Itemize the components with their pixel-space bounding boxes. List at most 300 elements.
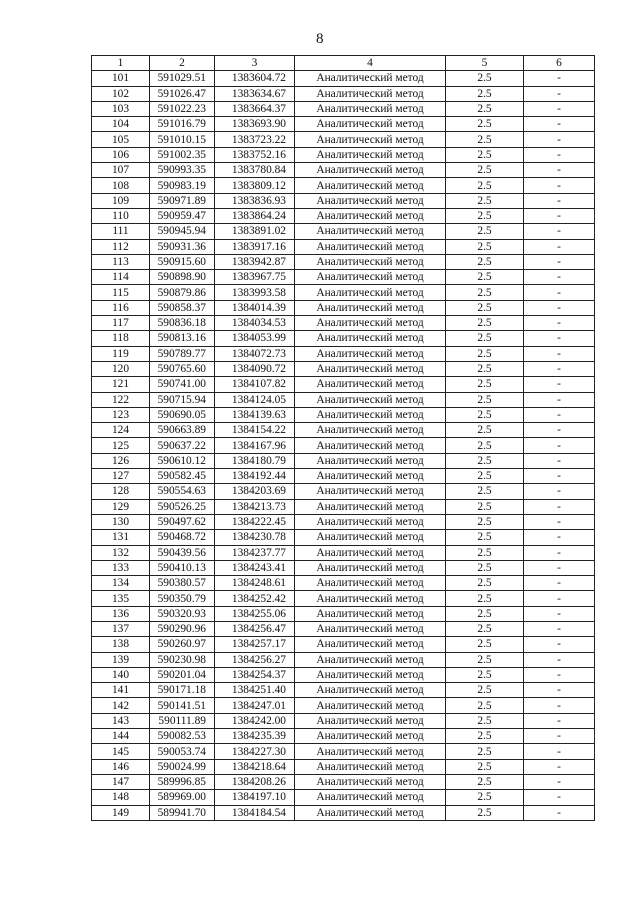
table-row: [92, 208, 595, 223]
point-number-cell: 142: [92, 698, 150, 713]
precision-cell: 2.5: [446, 285, 524, 300]
y-coordinate-cell: 1384184.54: [215, 805, 295, 820]
point-number-cell: 134: [92, 576, 150, 591]
note-cell: -: [524, 759, 595, 774]
point-number-cell: 123: [92, 407, 150, 422]
point-number-cell: 129: [92, 499, 150, 514]
table-row: [92, 759, 595, 774]
y-coordinate-cell: 1384154.22: [215, 423, 295, 438]
table-row: [92, 331, 595, 346]
note-cell: -: [524, 637, 595, 652]
point-number-cell: 125: [92, 438, 150, 453]
note-cell: -: [524, 591, 595, 606]
y-coordinate-cell: 1384014.39: [215, 300, 295, 315]
table-row: [92, 117, 595, 132]
method-cell: Аналитический метод: [295, 637, 446, 652]
precision-cell: 2.5: [446, 101, 524, 116]
y-coordinate-cell: 1383917.16: [215, 239, 295, 254]
header-cell: 6: [524, 56, 595, 71]
precision-cell: 2.5: [446, 239, 524, 254]
point-number-cell: 132: [92, 545, 150, 560]
method-cell: Аналитический метод: [295, 193, 446, 208]
y-coordinate-cell: 1384242.00: [215, 713, 295, 728]
note-cell: -: [524, 514, 595, 529]
x-coordinate-cell: 590915.60: [150, 254, 215, 269]
y-coordinate-cell: 1384257.17: [215, 637, 295, 652]
method-cell: Аналитический метод: [295, 71, 446, 86]
y-coordinate-cell: 1384034.53: [215, 316, 295, 331]
method-cell: Аналитический метод: [295, 698, 446, 713]
method-cell: Аналитический метод: [295, 790, 446, 805]
precision-cell: 2.5: [446, 683, 524, 698]
note-cell: -: [524, 606, 595, 621]
x-coordinate-cell: 590497.62: [150, 514, 215, 529]
precision-cell: 2.5: [446, 606, 524, 621]
x-coordinate-cell: 591029.51: [150, 71, 215, 86]
x-coordinate-cell: 591026.47: [150, 86, 215, 101]
method-cell: Аналитический метод: [295, 346, 446, 361]
point-number-cell: 114: [92, 270, 150, 285]
y-coordinate-cell: 1384255.06: [215, 606, 295, 621]
method-cell: Аналитический метод: [295, 652, 446, 667]
note-cell: -: [524, 361, 595, 376]
x-coordinate-cell: 591002.35: [150, 147, 215, 162]
point-number-cell: 126: [92, 453, 150, 468]
table-row: [92, 637, 595, 652]
header-cell: 5: [446, 56, 524, 71]
y-coordinate-cell: 1383604.72: [215, 71, 295, 86]
point-number-cell: 135: [92, 591, 150, 606]
note-cell: -: [524, 453, 595, 468]
x-coordinate-cell: 590690.05: [150, 407, 215, 422]
note-cell: -: [524, 331, 595, 346]
point-number-cell: 146: [92, 759, 150, 774]
precision-cell: 2.5: [446, 560, 524, 575]
method-cell: Аналитический метод: [295, 744, 446, 759]
coordinates-table: [91, 55, 595, 821]
table-body: [92, 71, 595, 821]
table-row: [92, 101, 595, 116]
table-row: [92, 361, 595, 376]
method-cell: Аналитический метод: [295, 392, 446, 407]
x-coordinate-cell: 590836.18: [150, 316, 215, 331]
method-cell: Аналитический метод: [295, 759, 446, 774]
method-cell: Аналитический метод: [295, 729, 446, 744]
method-cell: Аналитический метод: [295, 545, 446, 560]
note-cell: -: [524, 576, 595, 591]
x-coordinate-cell: 590526.25: [150, 499, 215, 514]
x-coordinate-cell: 590971.89: [150, 193, 215, 208]
method-cell: Аналитический метод: [295, 300, 446, 315]
table-row: [92, 285, 595, 300]
point-number-cell: 111: [92, 224, 150, 239]
precision-cell: 2.5: [446, 774, 524, 789]
table-row: [92, 790, 595, 805]
x-coordinate-cell: 590993.35: [150, 163, 215, 178]
point-number-cell: 124: [92, 423, 150, 438]
y-coordinate-cell: 1384230.78: [215, 530, 295, 545]
table-row: [92, 254, 595, 269]
y-coordinate-cell: 1384213.73: [215, 499, 295, 514]
table-row: [92, 224, 595, 239]
page-number: 8: [316, 31, 324, 47]
point-number-cell: 138: [92, 637, 150, 652]
precision-cell: 2.5: [446, 254, 524, 269]
y-coordinate-cell: 1383942.87: [215, 254, 295, 269]
precision-cell: 2.5: [446, 759, 524, 774]
point-number-cell: 117: [92, 316, 150, 331]
table-row: [92, 499, 595, 514]
point-number-cell: 143: [92, 713, 150, 728]
table-row: [92, 346, 595, 361]
y-coordinate-cell: 1384227.30: [215, 744, 295, 759]
point-number-cell: 137: [92, 621, 150, 636]
note-cell: -: [524, 270, 595, 285]
point-number-cell: 121: [92, 377, 150, 392]
precision-cell: 2.5: [446, 637, 524, 652]
header-cell: 4: [295, 56, 446, 71]
note-cell: -: [524, 744, 595, 759]
point-number-cell: 130: [92, 514, 150, 529]
table-row: [92, 530, 595, 545]
x-coordinate-cell: 590141.51: [150, 698, 215, 713]
header-cell: 1: [92, 56, 150, 71]
method-cell: Аналитический метод: [295, 621, 446, 636]
y-coordinate-cell: 1384208.26: [215, 774, 295, 789]
note-cell: -: [524, 729, 595, 744]
x-coordinate-cell: 591010.15: [150, 132, 215, 147]
y-coordinate-cell: 1384167.96: [215, 438, 295, 453]
table-row: [92, 270, 595, 285]
method-cell: Аналитический метод: [295, 438, 446, 453]
point-number-cell: 148: [92, 790, 150, 805]
x-coordinate-cell: 590582.45: [150, 469, 215, 484]
method-cell: Аналитический метод: [295, 117, 446, 132]
method-cell: Аналитический метод: [295, 316, 446, 331]
y-coordinate-cell: 1384139.63: [215, 407, 295, 422]
x-coordinate-cell: 590741.00: [150, 377, 215, 392]
point-number-cell: 133: [92, 560, 150, 575]
y-coordinate-cell: 1384254.37: [215, 667, 295, 682]
note-cell: -: [524, 117, 595, 132]
x-coordinate-cell: 590663.89: [150, 423, 215, 438]
table-row: [92, 132, 595, 147]
x-coordinate-cell: 590858.37: [150, 300, 215, 315]
x-coordinate-cell: 590201.04: [150, 667, 215, 682]
precision-cell: 2.5: [446, 499, 524, 514]
y-coordinate-cell: 1383723.22: [215, 132, 295, 147]
y-coordinate-cell: 1383967.75: [215, 270, 295, 285]
method-cell: Аналитический метод: [295, 423, 446, 438]
x-coordinate-cell: 590410.13: [150, 560, 215, 575]
method-cell: Аналитический метод: [295, 560, 446, 575]
x-coordinate-cell: 590439.56: [150, 545, 215, 560]
y-coordinate-cell: 1383634.67: [215, 86, 295, 101]
note-cell: -: [524, 316, 595, 331]
note-cell: -: [524, 774, 595, 789]
precision-cell: 2.5: [446, 377, 524, 392]
table-row: [92, 560, 595, 575]
table-row: [92, 713, 595, 728]
y-coordinate-cell: 1383780.84: [215, 163, 295, 178]
y-coordinate-cell: 1384252.42: [215, 591, 295, 606]
method-cell: Аналитический метод: [295, 484, 446, 499]
precision-cell: 2.5: [446, 469, 524, 484]
point-number-cell: 139: [92, 652, 150, 667]
table-row: [92, 576, 595, 591]
y-coordinate-cell: 1384124.05: [215, 392, 295, 407]
table-row: [92, 591, 595, 606]
precision-cell: 2.5: [446, 423, 524, 438]
precision-cell: 2.5: [446, 514, 524, 529]
point-number-cell: 140: [92, 667, 150, 682]
y-coordinate-cell: 1383993.58: [215, 285, 295, 300]
table-row: [92, 652, 595, 667]
point-number-cell: 116: [92, 300, 150, 315]
method-cell: Аналитический метод: [295, 667, 446, 682]
precision-cell: 2.5: [446, 316, 524, 331]
note-cell: -: [524, 208, 595, 223]
precision-cell: 2.5: [446, 224, 524, 239]
method-cell: Аналитический метод: [295, 163, 446, 178]
table-row: [92, 407, 595, 422]
y-coordinate-cell: 1383836.93: [215, 193, 295, 208]
method-cell: Аналитический метод: [295, 254, 446, 269]
method-cell: Аналитический метод: [295, 361, 446, 376]
note-cell: -: [524, 469, 595, 484]
x-coordinate-cell: 590765.60: [150, 361, 215, 376]
note-cell: -: [524, 346, 595, 361]
point-number-cell: 119: [92, 346, 150, 361]
precision-cell: 2.5: [446, 178, 524, 193]
y-coordinate-cell: 1384256.47: [215, 621, 295, 636]
table-row: [92, 805, 595, 820]
method-cell: Аналитический метод: [295, 453, 446, 468]
precision-cell: 2.5: [446, 729, 524, 744]
point-number-cell: 101: [92, 71, 150, 86]
method-cell: Аналитический метод: [295, 178, 446, 193]
x-coordinate-cell: 590610.12: [150, 453, 215, 468]
point-number-cell: 131: [92, 530, 150, 545]
y-coordinate-cell: 1384053.99: [215, 331, 295, 346]
x-coordinate-cell: 591016.79: [150, 117, 215, 132]
method-cell: Аналитический метод: [295, 514, 446, 529]
y-coordinate-cell: 1383752.16: [215, 147, 295, 162]
method-cell: Аналитический метод: [295, 132, 446, 147]
method-cell: Аналитический метод: [295, 530, 446, 545]
note-cell: -: [524, 254, 595, 269]
point-number-cell: 118: [92, 331, 150, 346]
method-cell: Аналитический метод: [295, 469, 446, 484]
x-coordinate-cell: 590715.94: [150, 392, 215, 407]
y-coordinate-cell: 1384256.27: [215, 652, 295, 667]
x-coordinate-cell: 590082.53: [150, 729, 215, 744]
point-number-cell: 109: [92, 193, 150, 208]
header-cell: 3: [215, 56, 295, 71]
precision-cell: 2.5: [446, 147, 524, 162]
precision-cell: 2.5: [446, 621, 524, 636]
x-coordinate-cell: 589969.00: [150, 790, 215, 805]
method-cell: Аналитический метод: [295, 805, 446, 820]
precision-cell: 2.5: [446, 698, 524, 713]
y-coordinate-cell: 1384248.61: [215, 576, 295, 591]
note-cell: -: [524, 560, 595, 575]
table-row: [92, 744, 595, 759]
note-cell: -: [524, 805, 595, 820]
y-coordinate-cell: 1384203.69: [215, 484, 295, 499]
x-coordinate-cell: 590320.93: [150, 606, 215, 621]
method-cell: Аналитический метод: [295, 576, 446, 591]
point-number-cell: 113: [92, 254, 150, 269]
x-coordinate-cell: 589996.85: [150, 774, 215, 789]
x-coordinate-cell: 590931.36: [150, 239, 215, 254]
note-cell: -: [524, 484, 595, 499]
precision-cell: 2.5: [446, 132, 524, 147]
point-number-cell: 147: [92, 774, 150, 789]
table-row: [92, 300, 595, 315]
precision-cell: 2.5: [446, 392, 524, 407]
method-cell: Аналитический метод: [295, 713, 446, 728]
point-number-cell: 106: [92, 147, 150, 162]
point-number-cell: 103: [92, 101, 150, 116]
x-coordinate-cell: 590945.94: [150, 224, 215, 239]
y-coordinate-cell: 1384218.64: [215, 759, 295, 774]
y-coordinate-cell: 1384192.44: [215, 469, 295, 484]
point-number-cell: 105: [92, 132, 150, 147]
precision-cell: 2.5: [446, 300, 524, 315]
table-row: [92, 423, 595, 438]
table-row: [92, 178, 595, 193]
note-cell: -: [524, 285, 595, 300]
method-cell: Аналитический метод: [295, 147, 446, 162]
point-number-cell: 112: [92, 239, 150, 254]
x-coordinate-cell: 590813.16: [150, 331, 215, 346]
precision-cell: 2.5: [446, 652, 524, 667]
precision-cell: 2.5: [446, 591, 524, 606]
table-row: [92, 438, 595, 453]
y-coordinate-cell: 1384072.73: [215, 346, 295, 361]
y-coordinate-cell: 1384237.77: [215, 545, 295, 560]
table-row: [92, 71, 595, 86]
x-coordinate-cell: 590053.74: [150, 744, 215, 759]
note-cell: -: [524, 713, 595, 728]
x-coordinate-cell: 590959.47: [150, 208, 215, 223]
method-cell: Аналитический метод: [295, 683, 446, 698]
precision-cell: 2.5: [446, 484, 524, 499]
y-coordinate-cell: 1384180.79: [215, 453, 295, 468]
x-coordinate-cell: 590554.63: [150, 484, 215, 499]
method-cell: Аналитический метод: [295, 239, 446, 254]
x-coordinate-cell: 591022.23: [150, 101, 215, 116]
y-coordinate-cell: 1383809.12: [215, 178, 295, 193]
header-cell: 2: [150, 56, 215, 71]
x-coordinate-cell: 590468.72: [150, 530, 215, 545]
x-coordinate-cell: 590350.79: [150, 591, 215, 606]
x-coordinate-cell: 590230.98: [150, 652, 215, 667]
x-coordinate-cell: 589941.70: [150, 805, 215, 820]
x-coordinate-cell: 590637.22: [150, 438, 215, 453]
note-cell: -: [524, 423, 595, 438]
point-number-cell: 136: [92, 606, 150, 621]
x-coordinate-cell: 590789.77: [150, 346, 215, 361]
method-cell: Аналитический метод: [295, 407, 446, 422]
table-header: [92, 56, 595, 71]
method-cell: Аналитический метод: [295, 499, 446, 514]
note-cell: -: [524, 147, 595, 162]
point-number-cell: 115: [92, 285, 150, 300]
y-coordinate-cell: 1384247.01: [215, 698, 295, 713]
x-coordinate-cell: 590898.90: [150, 270, 215, 285]
y-coordinate-cell: 1384197.10: [215, 790, 295, 805]
note-cell: -: [524, 407, 595, 422]
precision-cell: 2.5: [446, 545, 524, 560]
y-coordinate-cell: 1384251.40: [215, 683, 295, 698]
method-cell: Аналитический метод: [295, 224, 446, 239]
table-row: [92, 667, 595, 682]
note-cell: -: [524, 652, 595, 667]
method-cell: Аналитический метод: [295, 285, 446, 300]
note-cell: -: [524, 683, 595, 698]
table-row: [92, 316, 595, 331]
point-number-cell: 145: [92, 744, 150, 759]
table-row: [92, 698, 595, 713]
precision-cell: 2.5: [446, 713, 524, 728]
precision-cell: 2.5: [446, 407, 524, 422]
table-row: [92, 514, 595, 529]
precision-cell: 2.5: [446, 163, 524, 178]
point-number-cell: 104: [92, 117, 150, 132]
method-cell: Аналитический метод: [295, 377, 446, 392]
point-number-cell: 128: [92, 484, 150, 499]
method-cell: Аналитический метод: [295, 606, 446, 621]
y-coordinate-cell: 1383891.02: [215, 224, 295, 239]
note-cell: -: [524, 698, 595, 713]
note-cell: -: [524, 545, 595, 560]
x-coordinate-cell: 590171.18: [150, 683, 215, 698]
precision-cell: 2.5: [446, 361, 524, 376]
point-number-cell: 108: [92, 178, 150, 193]
x-coordinate-cell: 590380.57: [150, 576, 215, 591]
precision-cell: 2.5: [446, 667, 524, 682]
table-row: [92, 729, 595, 744]
x-coordinate-cell: 590290.96: [150, 621, 215, 636]
note-cell: -: [524, 300, 595, 315]
x-coordinate-cell: 590983.19: [150, 178, 215, 193]
precision-cell: 2.5: [446, 805, 524, 820]
method-cell: Аналитический метод: [295, 591, 446, 606]
method-cell: Аналитический метод: [295, 101, 446, 116]
header-row: [92, 56, 595, 71]
point-number-cell: 149: [92, 805, 150, 820]
precision-cell: 2.5: [446, 576, 524, 591]
precision-cell: 2.5: [446, 790, 524, 805]
note-cell: -: [524, 132, 595, 147]
precision-cell: 2.5: [446, 86, 524, 101]
x-coordinate-cell: 590260.97: [150, 637, 215, 652]
y-coordinate-cell: 1383664.37: [215, 101, 295, 116]
point-number-cell: 127: [92, 469, 150, 484]
table-row: [92, 606, 595, 621]
note-cell: -: [524, 499, 595, 514]
note-cell: -: [524, 377, 595, 392]
point-number-cell: 102: [92, 86, 150, 101]
method-cell: Аналитический метод: [295, 270, 446, 285]
point-number-cell: 110: [92, 208, 150, 223]
precision-cell: 2.5: [446, 270, 524, 285]
method-cell: Аналитический метод: [295, 208, 446, 223]
precision-cell: 2.5: [446, 117, 524, 132]
note-cell: -: [524, 71, 595, 86]
